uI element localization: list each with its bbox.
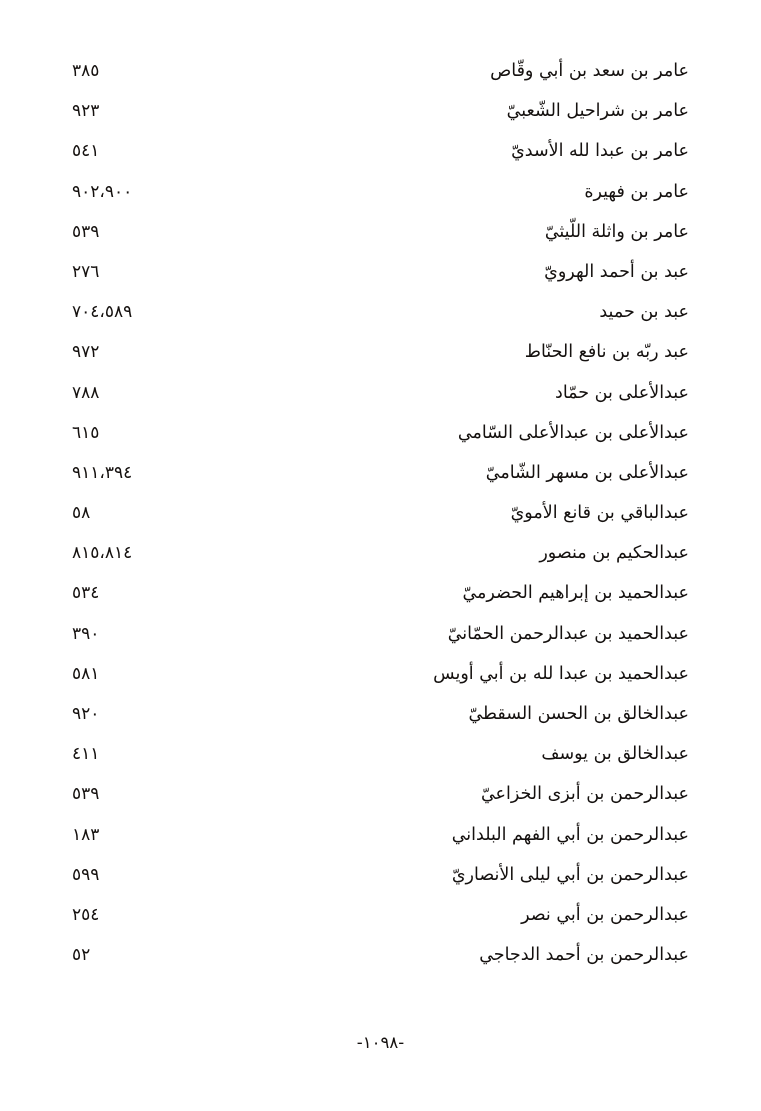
entry-name: عبدالرحمن بن أبزى الخزاعيّ [480, 784, 689, 805]
entry-page-numbers: ٥٣٤ [72, 583, 100, 604]
entry-name: عبدالأعلى بن مسهر الشّاميّ [485, 462, 689, 483]
entry-name: عامر بن فهيرة [584, 181, 689, 202]
index-entry-row [72, 625, 689, 665]
index-entry-row [72, 946, 689, 986]
page-number: -١٠٩٨- [356, 1033, 405, 1052]
entry-page-numbers: ٥٢ [72, 945, 91, 966]
entry-page-numbers: ٨١٥،٨١٤ [72, 543, 133, 564]
entry-page-numbers: ٩١١،٣٩٤ [72, 462, 133, 483]
index-entry-row [72, 705, 689, 745]
index-entry-row [72, 665, 689, 705]
index-entry-row [72, 464, 689, 504]
entry-page-numbers: ٥٤١ [72, 141, 100, 162]
entry-page-numbers: ٩٠٢،٩٠٠ [72, 181, 133, 202]
entry-name: عبدالحميد بن عبدالرحمن الحمّانيّ [447, 623, 689, 644]
entry-name: عبدالباقي بن قانع الأمويّ [510, 503, 689, 524]
entry-page-numbers: ٩٢٣ [72, 101, 100, 122]
entry-page-numbers: ٧٠٤،٥٨٩ [72, 302, 133, 323]
entry-name: عبدالأعلى بن عبدالأعلى السّامي [457, 422, 689, 443]
index-entry-row [72, 343, 689, 383]
entry-page-numbers: ٩٧٢ [72, 342, 100, 363]
entry-name: عامر بن واثلة اللّيثيّ [544, 221, 689, 242]
entry-name: عامر بن عبدا لله الأسديّ [511, 141, 689, 162]
entry-page-numbers: ٥٩٩ [72, 864, 100, 885]
entry-name: عبد بن أحمد الهرويّ [544, 261, 689, 282]
entry-name: عبدالرحمن بن أبي ليلى الأنصاريّ [451, 864, 689, 885]
entry-name: عبدالحميد بن عبدا لله بن أبي أويس [433, 663, 689, 684]
index-entry-row [72, 142, 689, 182]
entry-page-numbers: ٥٨ [72, 503, 91, 524]
index-entry-row [72, 223, 689, 263]
entry-page-numbers: ٥٣٩ [72, 221, 100, 242]
entry-page-numbers: ٤١١ [72, 744, 100, 765]
entry-page-numbers: ٥٣٩ [72, 784, 100, 805]
index-entry-row [72, 384, 689, 424]
entry-name: عامر بن شراحيل الشّعبيّ [506, 101, 689, 122]
entry-name: عبد بن حميد [599, 302, 689, 323]
entry-name: عبدالخالق بن الحسن السقطيّ [468, 704, 689, 724]
entry-name: عبدالأعلى بن حمّاد [555, 382, 689, 403]
entry-name: عبدالحميد بن إبراهيم الحضرميّ [462, 583, 689, 604]
entry-page-numbers: ٣٨٥ [72, 61, 100, 81]
index-entry-row [72, 866, 689, 906]
entry-page-numbers: ١٨٣ [72, 824, 100, 845]
index-entry-row [72, 504, 689, 544]
entry-name: عبدالرحمن بن أبي الفهم البلداني [451, 824, 689, 845]
entry-name: عبد ربّه بن نافع الحنّاط [524, 342, 689, 363]
entry-name: عبدالرحمن بن أحمد الدجاجي [479, 945, 689, 966]
index-entry-row [72, 62, 689, 102]
index-entry-row [72, 102, 689, 142]
index-entry-row [72, 183, 689, 223]
entry-page-numbers: ٩٢٠ [72, 704, 100, 724]
entry-page-numbers: ٣٩٠ [72, 623, 100, 644]
index-entry-row [72, 906, 689, 946]
index-entry-row [72, 303, 689, 343]
index-entry-row [72, 584, 689, 624]
entry-name: عبدالرحمن بن أبي نصر [521, 904, 689, 925]
index-entry-row [72, 745, 689, 785]
index-entry-list [72, 62, 689, 986]
index-entry-row [72, 826, 689, 866]
index-entry-row [72, 263, 689, 303]
entry-name: عامر بن سعد بن أبي وقّاص [490, 61, 689, 81]
index-entry-row [72, 544, 689, 584]
entry-page-numbers: ٥٨١ [72, 663, 100, 684]
entry-page-numbers: ٦١٥ [72, 422, 100, 443]
entry-name: عبدالخالق بن يوسف [541, 744, 689, 765]
entry-page-numbers: ٢٧٦ [72, 261, 100, 282]
index-entry-row [72, 785, 689, 825]
index-entry-row [72, 424, 689, 464]
entry-page-numbers: ٧٨٨ [72, 382, 100, 403]
entry-name: عبدالحكيم بن منصور [539, 543, 689, 564]
entry-page-numbers: ٢٥٤ [72, 904, 100, 925]
